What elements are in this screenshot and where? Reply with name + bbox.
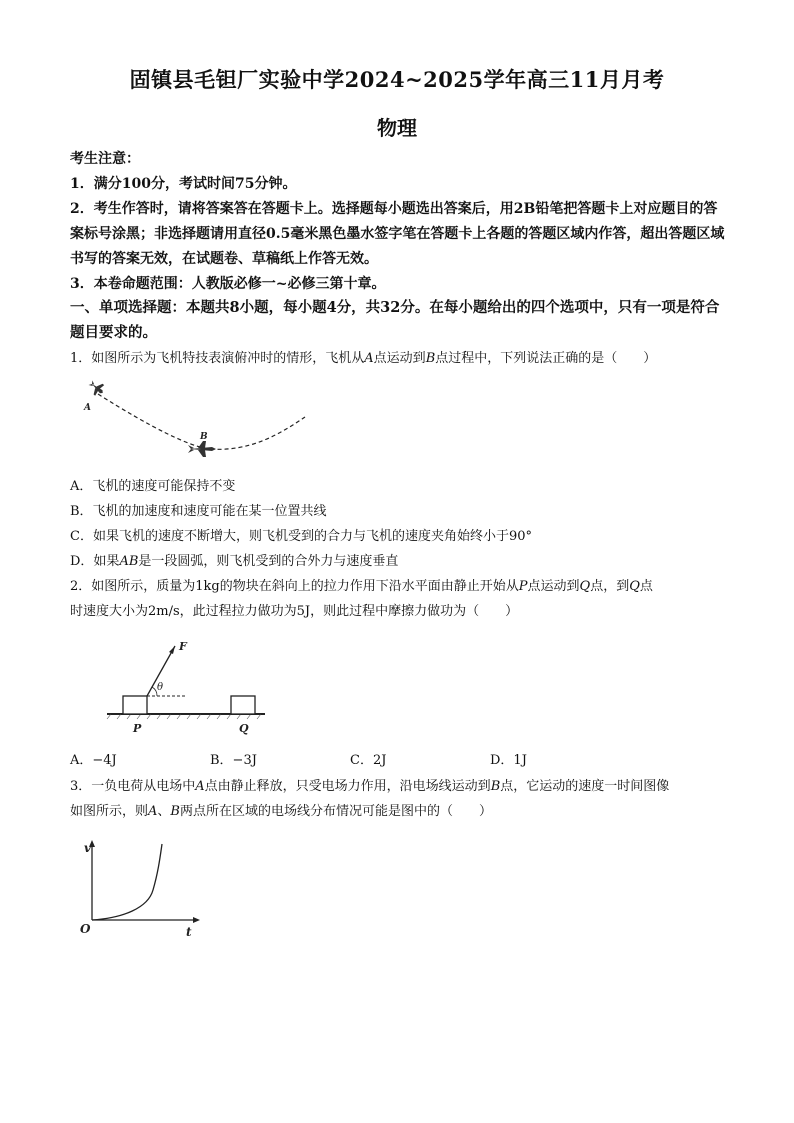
figure-label-b: B	[200, 432, 208, 442]
q2-option-c[interactable]: C．2J	[350, 753, 387, 768]
velocity-curve	[92, 844, 162, 920]
notice-heading: 考生注意：	[70, 151, 140, 167]
notice-item-2: 2．考生作答时，请将答案答在答题卡上。选择题每小题选出答案后，用2B铅笔把答题卡上对应题目的答案标号涂黑；非选择题请用直径0.5毫米黑色墨水签字笔在答题卡上各题的答题区域内作答，超出答题区域书写的答案无效，在试题卷、草稿纸上作答无效。	[70, 201, 725, 267]
q2-option-b[interactable]: B．−3J	[210, 753, 257, 768]
q2-option-a[interactable]: A．−4J	[70, 753, 117, 768]
point-p-label: P	[133, 722, 142, 735]
exam-title: 固镇县毛钽厂实验中学2024~2025学年高三11月月考	[129, 67, 665, 92]
question-2-figure	[105, 632, 275, 742]
notice-item-1: 1．满分100分，考试时间75分钟。	[70, 176, 297, 192]
question-3-stem: 3．一负电荷从电场中A点由静止释放，只受电场力作用，沿电场线运动到B点，它运动的速度一时间图像 如图所示，则A、B两点所在区域的电场线分布情况可能是图中的（ ）	[70, 779, 670, 819]
t-axis-arrow	[193, 917, 200, 923]
block-at-q	[231, 696, 255, 714]
figure-label-a: A	[84, 403, 91, 413]
v-axis-label: v	[84, 841, 91, 855]
notice-item-3: 3．本卷命题范围：人教版必修一~必修三第十章。	[70, 276, 386, 292]
origin-label: O	[80, 922, 91, 936]
airplane-a-icon	[86, 377, 107, 398]
block-at-p	[123, 696, 147, 714]
question-2-stem: 2．如图所示，质量为1kg的物块在斜向上的拉力作用下沿水平面由静止开始从P点运动到Q点，到Q点 时速度大小为2m/s，此过程拉力做功为5J，则此过程中摩擦力做功为（ ）	[70, 579, 653, 619]
section-heading: 一、单项选择题：本题共8小题，每小题4分，共32分。在每小题给出的四个选项中，只有一项是符合题目要求的。	[70, 299, 720, 341]
exam-subject: 物理	[377, 116, 417, 140]
q1-option-d[interactable]: D．如果AB是一段圆弧，则飞机受到的合外力与速度垂直	[70, 554, 399, 569]
point-q-label: Q	[239, 722, 249, 735]
q1-option-a[interactable]: A．飞机的速度可能保持不变	[70, 479, 236, 494]
q2-option-d[interactable]: D．1J	[490, 753, 527, 768]
airplane-b-icon	[188, 441, 216, 457]
question-3-vt-graph	[78, 838, 208, 938]
question-1-figure	[80, 372, 320, 467]
theta-label: θ	[157, 682, 164, 693]
force-label: F	[179, 640, 187, 653]
q1-option-b[interactable]: B．飞机的加速度和速度可能在某一位置共线	[70, 504, 327, 519]
question-1-options	[70, 474, 730, 574]
arrow-head	[169, 646, 175, 654]
question-2-options	[70, 748, 730, 773]
notice-block	[70, 147, 730, 297]
q1-option-c[interactable]: C．如果飞机的速度不断增大，则飞机受到的合力与飞机的速度夹角始终小于90°	[70, 529, 532, 544]
t-axis-label: t	[186, 925, 192, 939]
question-1-stem: 1．如图所示为飞机特技表演俯冲时的情形，飞机从A点运动到B点过程中，下列说法正确的是（ ）	[70, 351, 657, 366]
